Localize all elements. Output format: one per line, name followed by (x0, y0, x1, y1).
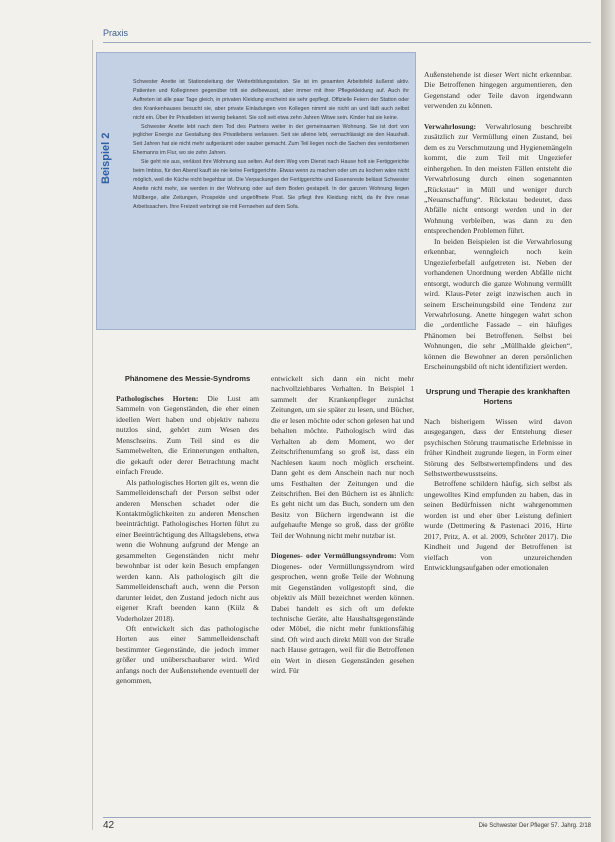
paragraph-lead: Diogenes- oder Vermüllungssyndrom: (271, 551, 397, 561)
section-heading: Ursprung und Therapie des krankhaften Hortens (425, 386, 571, 406)
paragraph: In beiden Beispielen ist die Verwahrlosung erkennbar, wenngleich noch kein Ungezieferbefall aufgetreten ist. Neben der vorhandenen Unordnung werden Abfälle nicht entsorgt, wodurch die ganze Wohnung vermüllt wird. Klaus-Peter zeigt inzwischen auch in seinem Erscheinungsbild eine Tendenz zur Verwahrlosung. Anette hingegen wahrt schon die „ordentliche Fassade – ein häufiges Phänomen bei Betroffenen. Selbst bei Wohnungen, die sehr „Müllhalde gleichen“, können die Bewohner an deren persönlichen Erscheinungsbild oft nicht identifiziert werden. (424, 236, 572, 372)
paragraph (116, 394, 259, 478)
example-box-text (133, 78, 409, 212)
paragraph-text: Verwahrlosung beschreibt zusätzlich zur Vermüllung einen Zustand, bei dem es zu Verschmutzung und Hygienemängeln kommt, die zum Teil mit Ungeziefer einhergehen. In den meisten Fällen entsteht die Verwahrlosung durch einen sogenannten „Rückstau“ in Müll und weniger durch „Neuanschaffung“. Rückstau bedeutet, dass Abfälle nicht entsorgt werden und in der Wohnung verbleiben, was dann zu den entsprechenden Problemen führt. (424, 121, 572, 236)
paragraph: Als pathologisches Horten gilt es, wenn die Sammelleidenschaft der Person selbst oder anderen Menschen schadet oder die Kontaktmöglichkeiten zu anderen Menschen beeinträchtigt. Pathologisches Horten führt zu einer Beeinträchtigung des Alltagslebens, etwa wenn die Wohnung aufgrund der Menge an gesammelten Gegenständen nicht mehr bewohnbar ist oder kein Besuch empfangen werden kann. Als pathologisch gilt die Sammelleidenschaft auch, wenn die Person darunter leidet, den Zustand jedoch nicht aus eigener Kraft beenden kann (Külz & Voderholzer 2018). (116, 477, 259, 623)
section-heading: Phänomene des Messie-Syndroms (124, 374, 251, 383)
text-column-1 (116, 374, 259, 687)
example-box-label (100, 170, 112, 184)
text-column-3 (424, 70, 572, 573)
box-paragraph: Sie geht nie aus, verlässt ihre Wohnung aus selten. Auf dem Weg vom Dienst nach Hause holt sie Fertiggerichte beim Imbiss, für den Abend kauft sie nie keine Fertiggerichte. Etwas wenn zu machen oder um zu kochen wäre nicht möglich, weil die Küche nicht begehbar ist. Die Verpackungen der Fertiggerichte und Essensreste belässt Schwester Anette nicht mehr, sie werden in der Wohnung oder auf dem Boden gestapelt. In der ganzen Wohnung liegen Müllberge, alte Zeitungen, Prospekte und ungeöffnete Post. Sie pflegt ihre Kleidung nicht, da ihr ihre neue Arbeitssachen. Ihre Freizeit verbringt sie mit Fernsehen auf dem Sofa. (133, 159, 409, 210)
paragraph: entwickelt sich dann ein nicht mehr nachvollziehbares Verhalten. In Beispiel 1 sammelt der Krankenpfleger zunächst Zeitungen, um sie später zu lesen, und Bücher, die er lesen möchte oder schon gelesen hat und behalten möchte. Pathologisch wird das Verhalten ab dem Moment, wo der Zeitschriftenumfang so groß ist, dass ein Nachlesen kaum noch möglich erscheint. Dann geht es dem Anschein nach nur noch ums Festhalten der Zeitungen und die Zeitschriften. Bei den Büchern ist es ähnlich: Es geht nicht um das Buch, sondern um den Besitz von Büchern irgendwann ist die aufgehaufte Menge so groß, dass der größte Teil der Wohnung nicht mehr nutzbar ist. (271, 374, 414, 540)
section-header: Praxis (103, 28, 129, 38)
paragraph: Nach bisherigem Wissen wird davon ausgegangen, dass der Entstehung dieser psychischen Störung traumatische Erlebnisse in früher Kindheit zugrunde liegen, in Form einer Störung des Selbstwertempfindens und des Selbstwertbewusstseins. (424, 416, 572, 478)
paragraph-text: Vom Diogenes- oder Vermüllungssyndrom wird gesprochen, wenn große Teile der Wohnung mit Gegenständen vollgestopft sind, die objektiv als Müll bezeichnet werden können. Dabei handelt es sich oft um defekte technische Geräte, alte Haushaltsgegenstände oder Möbel, die nicht mehr funktionsfähig sind. Oft wird auch direkt Müll von der Straße nach Hause getragen, weil für die Betroffenen ein Wert in diesen Gegenständen gesehen wird. Für (271, 551, 414, 676)
box-paragraph: Schwester Anette lebt nach dem Tod des Partners weiter in der gemeinsamen Wohnung. Sie ist dort von jeglicher Energie zur Gestaltung des Privatlebens verlassen. Seit sie alleine lebt, vernachlässigt sie den Haushalt. Seit Jahren hat sie nicht mehr aufgeräumt oder sauber gemacht. Zum Teil liegen noch die Sachen des verstorbenen Ehemanns im Flur, wo sie zehn Jahren. (133, 123, 409, 157)
page-edge (601, 0, 615, 842)
paragraph-lead: Verwahrlosung: (424, 121, 477, 131)
footer-rule (103, 817, 591, 818)
paragraph: Oft entwickelt sich das pathologische Horten aus einer Sammelleidenschaft bestimmter Gegenstände, die jedoch immer größer und unüberschaubarer wird. Wird anfangs noch der Außenstehende eventuell der genommen, (116, 623, 259, 686)
page-number: 42 (103, 820, 115, 831)
box-paragraph: Schwester Anette ist Stationsleitung der Weiterbildungsstation. Sie ist im gesamten Arbeitsfeld äußerst aktiv. Patienten und Kolleginnen gegenüber tritt sie zielbewusst, aber immer mit ihrer Pflegekleidung auf. Auch ihr Auftreten ist alle paar Tage gleich, in privaten Kleidung erscheint sie sehr gepflegt. Offizielle Feiern der Station oder des Krankenhauses besucht sie, aber private Einladungen von Kollegen nimmt sie nicht an und lädt auch selbst nicht ein. Über ihr Privatleben ist wenig bekannt. Sie soll seit etwa zehn Jahren Witwe sein. Kinder hat sie keine. (133, 79, 409, 121)
paragraph: Außenstehende ist dieser Wert nicht erkennbar. Die Betroffenen hingegen argumentieren, den Gegenstand oder Teile davon irgendwann verwenden zu können. (424, 70, 572, 111)
paragraph-lead: Pathologisches Horten: (116, 394, 199, 403)
header-rule (103, 42, 591, 43)
paragraph: Betroffene schildern häufig, sich selbst als ungewolltes Kind empfunden zu haben, das in seinen Bedürfnissen nicht wahrgenommen worden ist und eher über Leistung definiert wurde (Dettmering & Pastenaci 2016, Hirte 2017, Pritz, A. et al. 2009, Schröter 2017). Die Kindheit und Jugend der Betroffenen ist vielfach von unzureichenden Entwicklungsaufgaben oder emotionalen (424, 479, 572, 573)
paragraph (424, 122, 572, 237)
margin-line (92, 40, 93, 830)
journal-citation: Die Schwester Der Pfleger 57. Jahrg. 2/18 (478, 823, 591, 829)
paragraph-text: Die Lust am Sammeln von Gegenständen, die eher einen ideellen Wert haben und objektiv nahezu nutzlos sind, gehört zum Wesen des Menschseins. Zum Teil sind es die Sammelwelten, die Erinnerungen enthalten, die gekauft oder derer Betrachtung macht einfach Freude. (116, 394, 260, 477)
text-column-2 (271, 374, 414, 677)
paragraph (271, 551, 414, 676)
